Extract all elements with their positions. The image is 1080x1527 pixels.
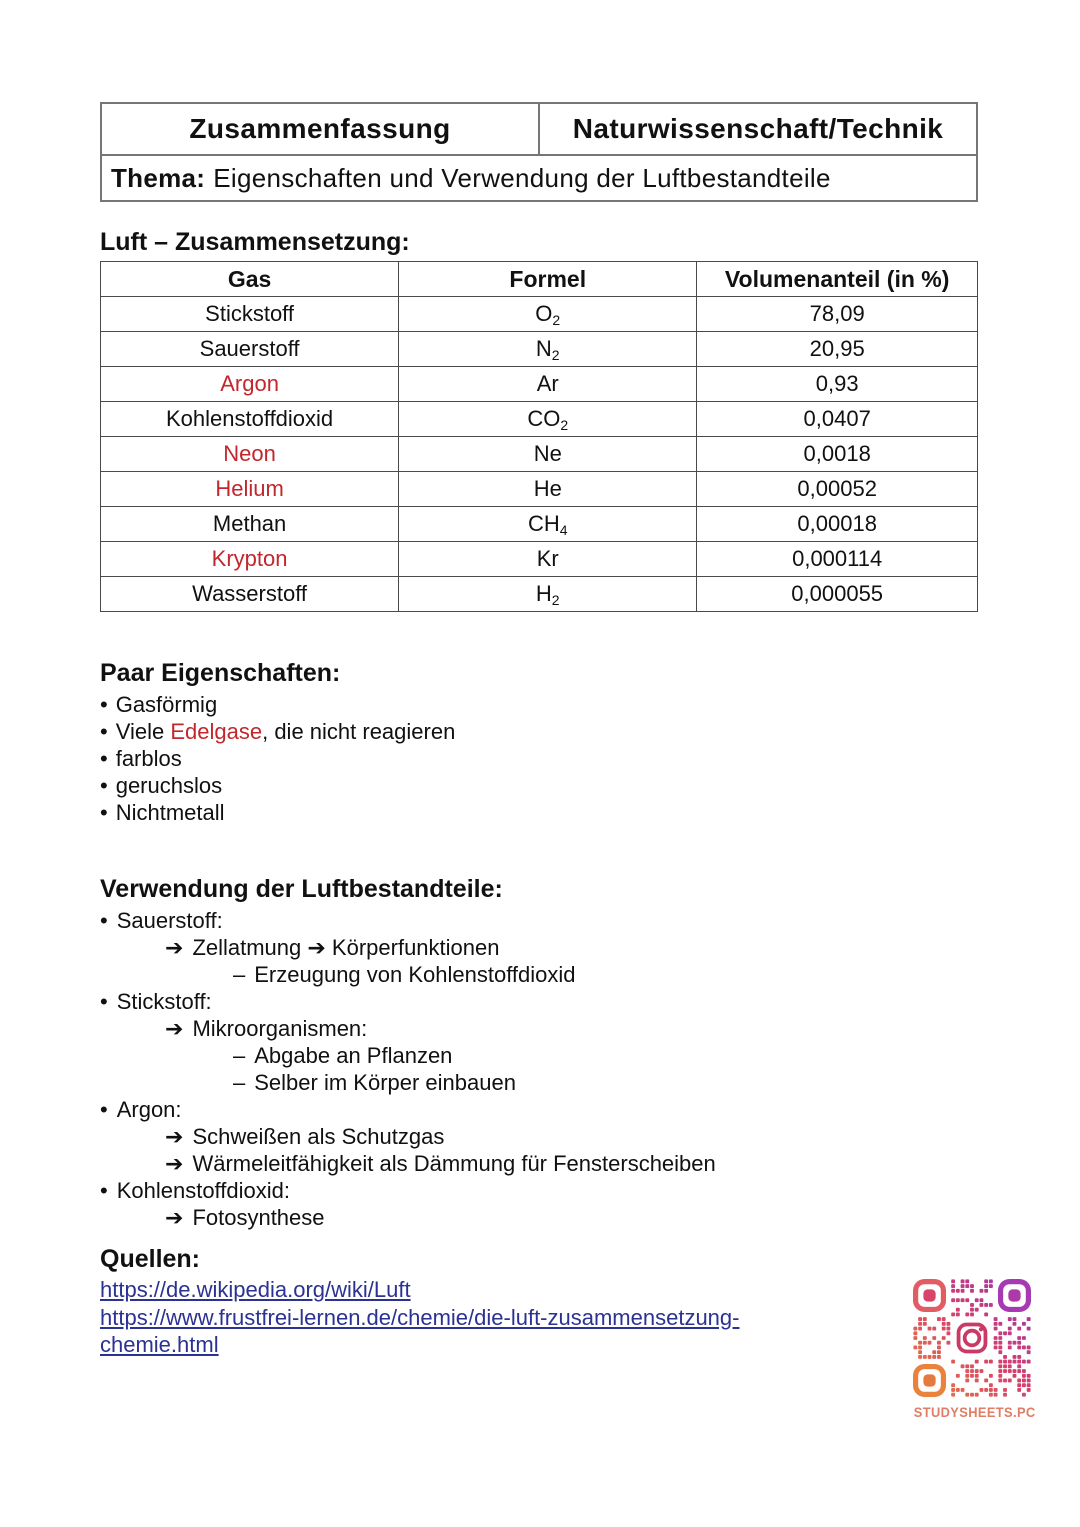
qr-block <box>911 1279 1036 1420</box>
bullet-icon: • <box>100 1097 108 1122</box>
table-row <box>101 367 978 402</box>
table-row <box>101 577 978 612</box>
source-links <box>100 1276 805 1359</box>
col-header-volume: Volumenanteil (in %) <box>697 262 978 297</box>
gas-cell: Wasserstoff <box>101 577 399 612</box>
doc-header-box <box>100 102 978 202</box>
gas-cell: Argon <box>101 367 399 402</box>
formula-cell: He <box>399 472 697 507</box>
table-row <box>101 472 978 507</box>
gas-composition-table <box>100 261 978 612</box>
instagram-qr-code <box>911 1279 1033 1402</box>
usage-line: ➔ Mikroorganismen: <box>165 1016 368 1041</box>
list-item: • Viele Edelgase, die nicht reagieren <box>100 719 456 744</box>
col-header-formula: Formel <box>399 262 697 297</box>
properties-list <box>100 691 978 826</box>
table-header-row <box>101 262 978 297</box>
properties-heading: Paar Eigenschaften: <box>100 659 341 687</box>
list-item: • farblos <box>100 746 182 771</box>
value-cell: 78,09 <box>697 297 978 332</box>
bullet-icon: • <box>100 1178 108 1203</box>
bullet-icon: • <box>100 719 108 744</box>
list-item: • geruchslos <box>100 773 223 798</box>
formula-cell: Ar <box>399 367 697 402</box>
topic-text: Eigenschaften und Verwendung der Luftbestandteile <box>213 162 831 193</box>
table-row <box>101 402 978 437</box>
value-cell: 0,0407 <box>697 402 978 437</box>
bullet-icon: • <box>100 746 108 771</box>
dash-icon: – <box>233 1070 246 1095</box>
usage-line: • Stickstoff: <box>100 989 212 1014</box>
formula-cell: Ne <box>399 437 697 472</box>
table-row <box>101 437 978 472</box>
usage-line: • Sauerstoff: <box>100 908 223 933</box>
source-link[interactable]: https://de.wikipedia.org/wiki/Luft <box>100 1277 411 1302</box>
formula-cell: $O_2$ <box>399 297 697 332</box>
formula-cell: Kr <box>399 542 697 577</box>
list-item: • Nichtmetall <box>100 800 225 825</box>
subject-title: Naturwissenschaft/Technik <box>538 104 976 154</box>
gas-cell: Methan <box>101 507 399 542</box>
arrow-right-icon: ➔ <box>165 1205 184 1230</box>
table-row <box>101 332 978 367</box>
doc-topic-row <box>102 154 976 200</box>
gas-cell: Sauerstoff <box>101 332 399 367</box>
doc-header-title-row <box>102 104 976 154</box>
bullet-icon: • <box>100 773 108 798</box>
value-cell: 0,00052 <box>697 472 978 507</box>
gas-cell: Stickstoff <box>101 297 399 332</box>
usage-line: • Argon: <box>100 1097 182 1122</box>
gas-cell: Helium <box>101 472 399 507</box>
usage-line: – Erzeugung von Kohlenstoffdioxid <box>233 962 576 987</box>
usage-line: ➔ Schweißen als Schutzgas <box>165 1124 445 1149</box>
topic-label: Thema: <box>111 162 206 193</box>
value-cell: 0,00018 <box>697 507 978 542</box>
source-link[interactable]: https://www.frustfrei-lernen.de/chemie/die-luft-zusammensetzung-chemie.html <box>100 1304 740 1357</box>
value-cell: 0,0018 <box>697 437 978 472</box>
sources-heading: Quellen: <box>100 1245 201 1273</box>
usage-heading: Verwendung der Luftbestandteile: <box>100 875 503 903</box>
list-item: • Gasförmig <box>100 692 218 717</box>
bullet-icon: • <box>100 800 108 825</box>
value-cell: 0,000055 <box>697 577 978 612</box>
usage-line: ➔ Wärmeleitfähigkeit als Dämmung für Fensterscheiben <box>165 1151 716 1176</box>
usage-line: ➔ Fotosynthese <box>165 1205 325 1230</box>
col-header-gas: Gas <box>101 262 399 297</box>
bullet-icon: • <box>100 908 108 933</box>
usage-list <box>100 907 978 1231</box>
arrow-right-icon: ➔ <box>165 935 184 960</box>
formula-cell: $CH_4$ <box>399 507 697 542</box>
table-row <box>101 542 978 577</box>
usage-line: – Abgabe an Pflanzen <box>233 1043 453 1068</box>
arrow-right-icon: ➔ <box>165 1016 184 1041</box>
value-cell: 0,93 <box>697 367 978 402</box>
formula-cell: $H_2$ <box>399 577 697 612</box>
usage-line: – Selber im Körper einbauen <box>233 1070 516 1095</box>
usage-line: • Kohlenstoffdioxid: <box>100 1178 290 1203</box>
value-cell: 20,95 <box>697 332 978 367</box>
value-cell: 0,000114 <box>697 542 978 577</box>
bullet-icon: • <box>100 989 108 1014</box>
table-row <box>101 297 978 332</box>
arrow-right-icon: ➔ <box>165 1151 184 1176</box>
arrow-right-icon: ➔ <box>165 1124 184 1149</box>
gas-cell: Neon <box>101 437 399 472</box>
dash-icon: – <box>233 962 246 987</box>
composition-heading: Luft – Zusammensetzung: <box>100 228 410 256</box>
formula-cell: $N_2$ <box>399 332 697 367</box>
table-row <box>101 507 978 542</box>
doc-type-title: Zusammenfassung <box>189 113 451 144</box>
bullet-icon: • <box>100 692 108 717</box>
usage-line: ➔ Zellatmung ➔ Körperfunktionen <box>165 935 500 960</box>
gas-cell: Krypton <box>101 542 399 577</box>
gas-cell: Kohlenstoffdioxid <box>101 402 399 437</box>
formula-cell: $CO_2$ <box>399 402 697 437</box>
dash-icon: – <box>233 1043 246 1068</box>
qr-caption: STUDYSHEETS.PC <box>913 1404 1036 1420</box>
document-content <box>100 102 978 1359</box>
